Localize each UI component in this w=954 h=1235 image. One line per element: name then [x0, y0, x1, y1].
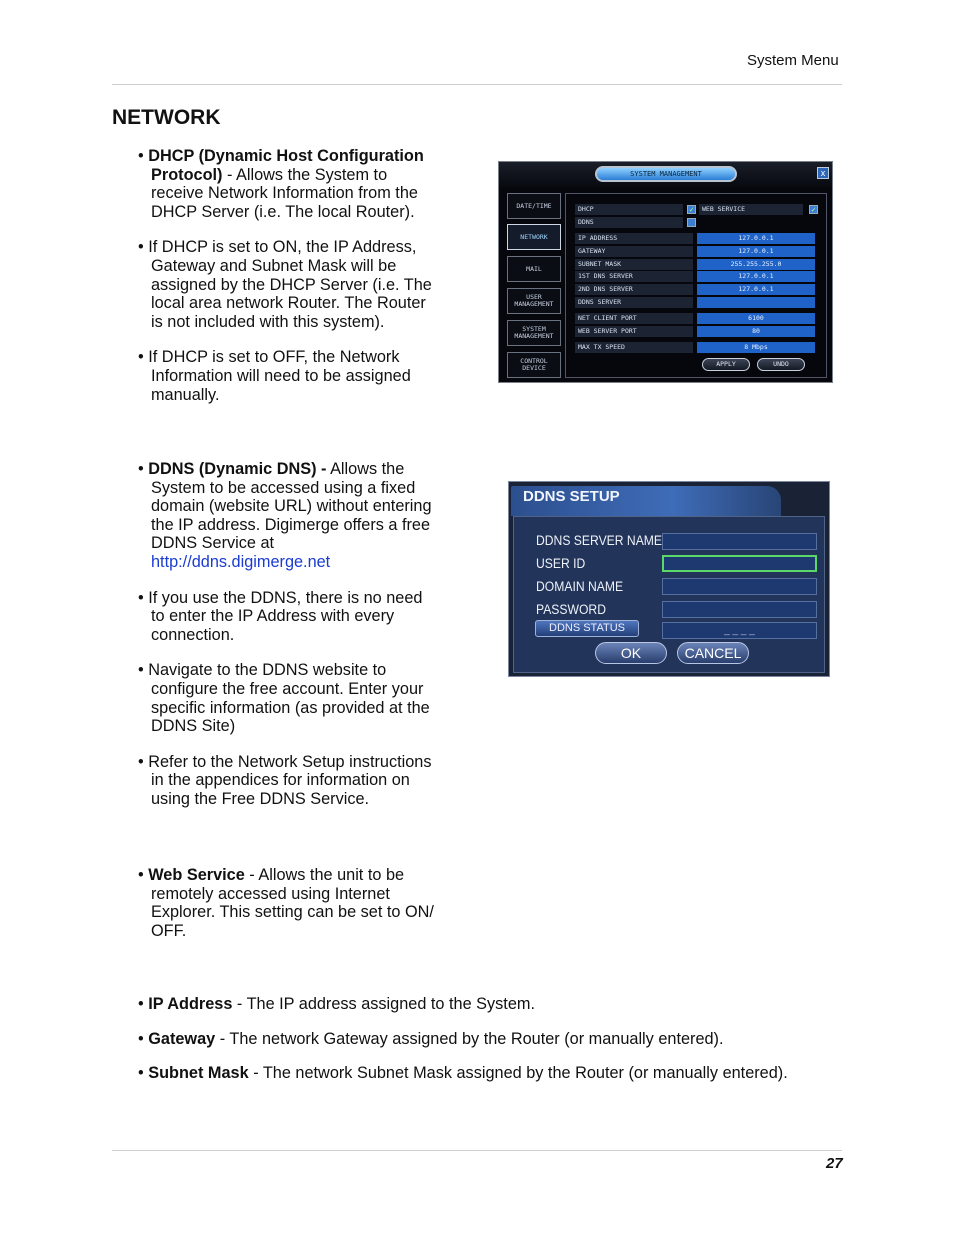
window-title: SYSTEM MANAGEMENT	[595, 166, 737, 182]
ddns-server-name-label: DDNS SERVER NAME	[536, 533, 663, 548]
row-label: MAX TX SPEED	[575, 342, 693, 353]
tab-control-device[interactable]: CONTROL DEVICE	[507, 352, 561, 378]
system-management-screenshot	[498, 161, 833, 383]
ip-address-field[interactable]: 127.0.0.1	[697, 233, 815, 244]
web-service-bullet	[138, 866, 440, 940]
network-bullets	[138, 147, 440, 404]
tab-network[interactable]: NETWORK	[507, 224, 561, 250]
bullet-web-service: • Web Service - Allows the unit to be remotely accessed using Internet Explorer. This setting can be set to ON/ OFF.	[138, 866, 434, 940]
password-label: PASSWORD	[536, 602, 606, 617]
tab-system-management[interactable]: SYSTEM MANAGEMENT	[507, 320, 561, 346]
bullet-text: If DHCP is set to OFF, the Network Information will need to be assigned manually.	[148, 348, 411, 404]
close-icon[interactable]: x	[817, 167, 829, 179]
footer-rule	[112, 1150, 842, 1151]
bullet-text: Refer to the Network Setup instructions in the appendices for information on using the Free DDNS Service.	[148, 752, 432, 808]
web-server-port-field[interactable]: 80	[697, 326, 815, 337]
bullet-text: - The network Subnet Mask assigned by the Router (or manually entered).	[248, 1064, 788, 1083]
ddns-title: DDNS SETUP	[523, 488, 620, 505]
password-field[interactable]	[662, 601, 817, 618]
tab-mail[interactable]: MAIL	[507, 256, 561, 282]
page-number: 27	[826, 1155, 843, 1172]
bullet-text: Allows the System to be accessed using a fixed domain (website URL) without entering the IP address. Digimerge offers a free DDNS Service at	[151, 460, 432, 553]
net-client-port-field[interactable]: 6100	[697, 313, 815, 324]
web-service-label: WEB SERVICE	[699, 204, 803, 215]
domain-name-field[interactable]	[662, 578, 817, 595]
bullet-subnet-mask: • Subnet Mask - The network Subnet Mask assigned by the Router (or manually entered).	[138, 1064, 788, 1083]
row-label: 1ST DNS SERVER	[575, 271, 693, 282]
tab-date-time[interactable]: DATE/TIME	[507, 193, 561, 219]
bullet-text: - Allows the unit to be remotely accessed using Internet Explorer. This setting can be set to ON/ OFF.	[151, 866, 434, 940]
dns2-field[interactable]: 127.0.0.1	[697, 284, 815, 295]
tab-user-management[interactable]: USER MANAGEMENT	[507, 288, 561, 314]
ddns-status-button[interactable]: DDNS STATUS	[535, 620, 639, 637]
bullet-term: Web Service	[148, 866, 245, 884]
ddns-link[interactable]: http://ddns.digimerge.net	[151, 552, 331, 571]
ddns-bullets	[138, 460, 440, 809]
max-tx-speed-select[interactable]: 8 Mbps	[697, 342, 815, 353]
bullet-text: If DHCP is set to ON, the IP Address, Gateway and Subnet Mask will be assigned by the DHCP Server (i.e. The local area network Router. The Router is not included with this system).	[148, 238, 432, 331]
undo-button[interactable]: UNDO	[757, 358, 805, 371]
bullet-term: Subnet Mask	[148, 1064, 249, 1083]
web-service-checkbox[interactable]: ✓	[809, 205, 818, 214]
bullet-term: IP Address	[148, 995, 233, 1013]
bullet-dhcp-off: • If DHCP is set to OFF, the Network Information will need to be assigned manually.	[138, 348, 411, 404]
running-header: System Menu	[747, 52, 839, 69]
ddns-status-field: _ _ _ _	[662, 622, 817, 639]
ddns-setup-screenshot	[508, 481, 830, 677]
row-label: GATEWAY	[575, 246, 693, 257]
cancel-button[interactable]: CANCEL	[677, 642, 749, 664]
network-settings-panel	[565, 193, 827, 378]
bullet-ip-address: • IP Address - The IP address assigned to the System.	[138, 995, 535, 1013]
ddns-checkbox[interactable]	[687, 218, 696, 227]
bullet-dhcp: • DHCP (Dynamic Host Configuration Protocol) - Allows the System to receive Network Information from the DHCP Server (i.e. The local Router).	[138, 147, 424, 221]
bullet-ddns: • DDNS (Dynamic DNS) - Allows the System to be accessed using a fixed domain (website URL) without entering the IP address. Digimerge offers a free DDNS Service at http://ddns.digimerge.net	[138, 460, 432, 571]
bullet-term: DDNS (Dynamic DNS) -	[148, 460, 327, 478]
dhcp-label: DHCP	[575, 204, 683, 215]
row-label: WEB SERVER PORT	[575, 326, 693, 337]
row-label: SUBNET MASK	[575, 259, 693, 270]
gateway-field[interactable]: 127.0.0.1	[697, 246, 815, 257]
subnet-mask-field[interactable]: 255.255.255.0	[697, 259, 815, 270]
ddns-server-name-field[interactable]	[662, 533, 817, 550]
bullet-ddns-refer: • Refer to the Network Setup instructions in the appendices for information on using the Free DDNS Service.	[138, 752, 432, 808]
bullet-text: - The network Gateway assigned by the Router (or manually entered).	[215, 1029, 724, 1048]
bullet-term: Gateway	[148, 1029, 216, 1048]
bullet-ddns-navigate: • Navigate to the DDNS website to configure the free account. Enter your specific information (as provided at the DDNS Site)	[138, 661, 430, 736]
domain-name-label: DOMAIN NAME	[536, 579, 624, 594]
bullet-ddns-ip: • If you use the DDNS, there is no need to enter the IP Address with every connection.	[138, 588, 423, 644]
bullet-dhcp-on: • If DHCP is set to ON, the IP Address, Gateway and Subnet Mask will be assigned by the DHCP Server (i.e. The local area network Router. The Router is not included with this system).	[138, 238, 432, 331]
user-id-field[interactable]	[662, 555, 817, 572]
bullet-text: If you use the DDNS, there is no need to enter the IP Address with every connection.	[148, 588, 423, 644]
bullet-gateway: • Gateway - The network Gateway assigned by the Router (or manually entered).	[138, 1029, 724, 1048]
dhcp-checkbox[interactable]: ✓	[687, 205, 696, 214]
ddns-panel	[513, 516, 825, 673]
bullet-text: - The IP address assigned to the System.	[232, 995, 535, 1013]
ddns-server-field[interactable]	[697, 297, 815, 308]
ok-button[interactable]: OK	[595, 642, 667, 664]
bullet-text: Navigate to the DDNS website to configure the free account. Enter your specific information (as provided at the DDNS Site)	[148, 661, 430, 736]
dns1-field[interactable]: 127.0.0.1	[697, 271, 815, 282]
row-label: 2ND DNS SERVER	[575, 284, 693, 295]
address-bullets	[138, 995, 858, 1083]
user-id-label: USER ID	[536, 556, 586, 571]
ddns-label: DDNS	[575, 217, 683, 228]
header-rule	[112, 84, 842, 85]
bullet-text: - Allows the System to receive Network Information from the DHCP Server (i.e. The local Router).	[151, 165, 418, 221]
row-label: NET CLIENT PORT	[575, 313, 693, 324]
row-label: DDNS SERVER	[575, 297, 693, 308]
bullet-term: DHCP (Dynamic Host Configuration Protocol)	[148, 147, 424, 184]
row-label: IP ADDRESS	[575, 233, 693, 244]
apply-button[interactable]: APPLY	[702, 358, 750, 371]
section-title: NETWORK	[112, 106, 221, 129]
